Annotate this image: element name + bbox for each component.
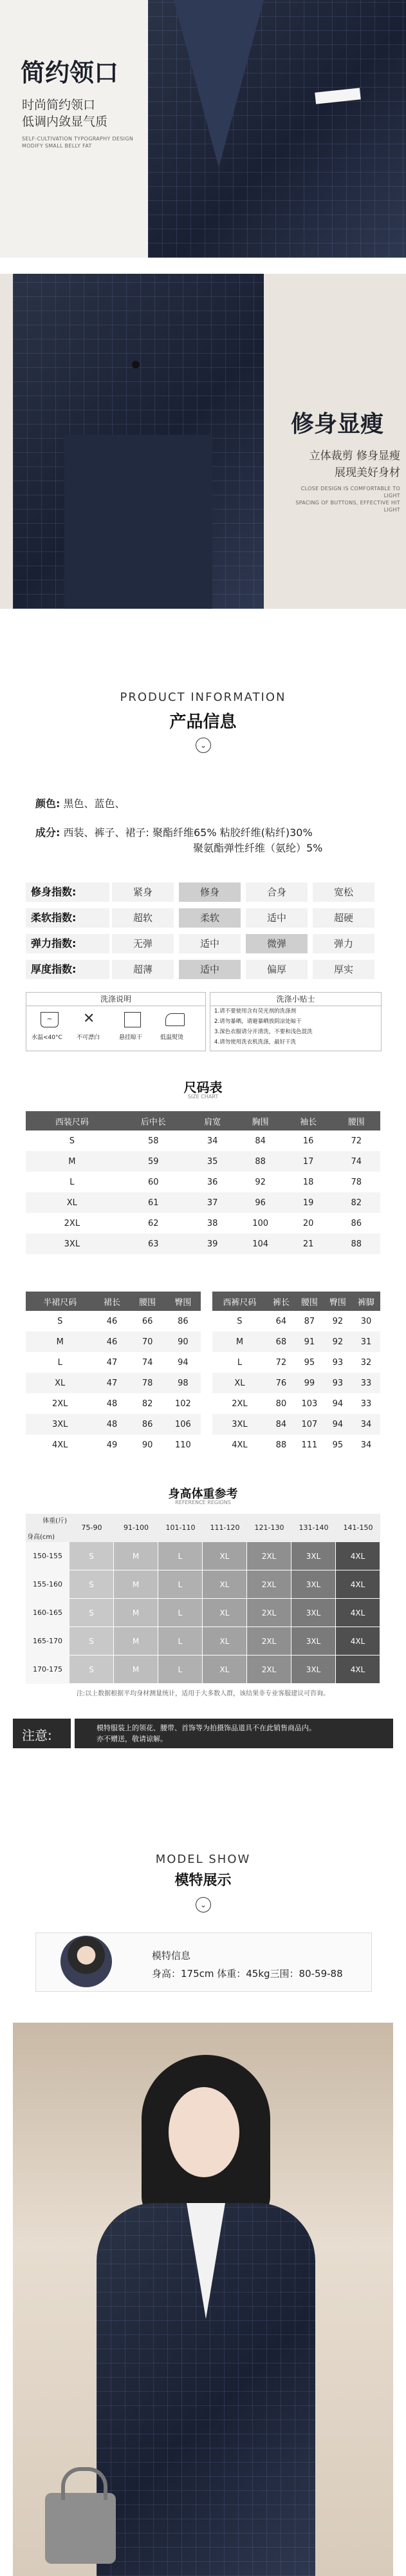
table-header: 胸围 (236, 1111, 284, 1131)
size-cell: L (158, 1655, 202, 1683)
banner2-en-line: LIGHT (383, 507, 400, 513)
table-cell: 63 (118, 1234, 189, 1254)
table-cell: 34 (352, 1414, 380, 1435)
care-tip: 4.请勿使用洗衣机洗涤，最好干洗 (214, 1039, 297, 1045)
table-cell: 72 (351, 1136, 362, 1146)
table-cell: 84 (255, 1136, 266, 1146)
table-cell: M (212, 1331, 267, 1352)
table-cell: 19 (284, 1192, 333, 1213)
table-cell: 3XL (26, 1414, 94, 1435)
size-cell: 2XL (247, 1627, 291, 1655)
index-label: 柔软指数: (26, 908, 109, 928)
table-row (212, 1311, 380, 1331)
index-option-selected: 修身 (179, 883, 241, 902)
table-cell: 20 (302, 1218, 314, 1228)
table-cell: 94 (178, 1357, 189, 1368)
size-cell: XL (203, 1655, 246, 1683)
banner1-title: 简约领口 (21, 59, 119, 87)
height-label: 165-170 (26, 1627, 69, 1656)
table-row (26, 1234, 380, 1254)
table-cell: 21 (284, 1234, 333, 1254)
index-label: 弹力指数: (26, 934, 109, 953)
index-option: 合身 (246, 883, 308, 902)
index-option: 宽松 (313, 883, 374, 902)
index-option: 无弹 (112, 934, 174, 953)
banner1-sub-line: 时尚简约领口 (22, 98, 96, 112)
model-en-title: MODEL SHOW (155, 1853, 251, 1866)
table-cell: 92 (332, 1316, 344, 1326)
table-cell: 90 (142, 1440, 153, 1450)
color-label: 颜色: (35, 797, 60, 810)
table-cell: 82 (142, 1398, 153, 1409)
table-cell: 2XL (51, 1398, 68, 1409)
table-row (26, 1311, 201, 1331)
table-cell: 93 (332, 1357, 344, 1368)
index-option: 超薄 (112, 960, 174, 979)
size-cell: 3XL (291, 1655, 335, 1683)
care-icon-label: 水温<40°C (32, 1035, 62, 1041)
material-row (35, 825, 396, 839)
index-option: 适中 (179, 934, 241, 953)
table-cell: 96 (236, 1192, 284, 1213)
index-option: 超软 (112, 908, 174, 928)
size-cell: 2XL (247, 1655, 291, 1683)
table-cell: 70 (130, 1331, 165, 1352)
model-cn-title: 模特展示 (174, 1873, 232, 1889)
size-cell: XL (203, 1627, 246, 1655)
size-cell: 4XL (336, 1570, 380, 1598)
table-header: 裤脚 (352, 1292, 380, 1311)
index-row (26, 934, 380, 953)
notice-text (97, 1722, 316, 1744)
table-row (26, 1393, 201, 1414)
banner2-sub-line: 立体裁剪 修身显瘦 (309, 450, 400, 463)
banner1-sub-line: 低调内敛显气质 (22, 115, 108, 129)
skirt-shape (64, 435, 212, 609)
table-cell: 90 (165, 1331, 201, 1352)
table-cell: 68 (267, 1331, 295, 1352)
table-header-row (26, 1111, 380, 1131)
size-cell: 4XL (336, 1627, 380, 1655)
table-header: 腰围 (332, 1111, 380, 1131)
size-chart-title: 尺码表 (183, 1080, 223, 1095)
table-header-row (26, 1292, 201, 1311)
model-info-card (35, 1932, 372, 1992)
banner2-photo (13, 274, 264, 609)
washing-icon: ~ (41, 1012, 59, 1027)
table-cell: 4XL (232, 1440, 248, 1450)
size-cell: S (69, 1627, 113, 1655)
notice-accent (71, 1719, 75, 1748)
table-cell: 74 (142, 1357, 153, 1368)
table-header: 腰围 (130, 1292, 165, 1311)
table-cell: 86 (351, 1218, 362, 1228)
table-row (26, 1435, 201, 1455)
table-cell: 17 (284, 1151, 333, 1172)
reference-subtitle: REFERENCE REGIONS (175, 1500, 231, 1505)
weight-header: 111-120 (203, 1514, 247, 1542)
banner2-title: 修身显瘦 (291, 411, 384, 437)
reference-corner (26, 1514, 69, 1542)
table-row (212, 1414, 380, 1435)
model-info-text: 身高：175cm 体重：45kg三围：80-59-88 (152, 1968, 343, 1980)
table-cell: 48 (94, 1414, 129, 1435)
table-cell: 62 (147, 1218, 159, 1228)
table-cell: S (237, 1316, 243, 1326)
table-cell: 102 (174, 1398, 191, 1409)
table-row (212, 1331, 380, 1352)
reference-note: 注:以上数据根据平均身材测量统计，适用于大多数人群，该结果非专业客服建议可咨询。 (76, 1690, 330, 1697)
table-cell: 84 (267, 1414, 295, 1435)
care-icon-label: 不可漂白 (77, 1035, 100, 1041)
size-cell: S (69, 1570, 113, 1598)
size-cell: XL (203, 1542, 246, 1570)
handbag (45, 2493, 116, 2564)
size-cell: S (69, 1599, 113, 1627)
reference-title: 身高体重参考 (168, 1487, 238, 1501)
notice-label: 注意: (22, 1728, 52, 1743)
table-cell: 92 (324, 1331, 352, 1352)
table-cell: 86 (178, 1316, 189, 1326)
weight-header: 101-110 (158, 1514, 203, 1542)
table-cell: 78 (351, 1177, 362, 1187)
table-cell: 82 (332, 1192, 380, 1213)
table-cell: 32 (360, 1357, 372, 1368)
index-option: 弹力 (313, 934, 374, 953)
size-cell: L (158, 1570, 202, 1598)
table-cell: 88 (332, 1234, 380, 1254)
table-header: 后中长 (118, 1111, 189, 1131)
model-jacket (97, 2203, 315, 2576)
table-cell: 33 (352, 1373, 380, 1393)
table-cell: 2XL (64, 1218, 80, 1228)
table-cell: 48 (106, 1398, 118, 1409)
table-cell: 35 (189, 1151, 237, 1172)
jacket-button (132, 361, 140, 368)
weight-header: 75-90 (69, 1514, 114, 1542)
table-cell: 76 (267, 1373, 295, 1393)
size-cell: M (114, 1599, 158, 1627)
table-cell: 31 (352, 1331, 380, 1352)
size-cell: XL (203, 1599, 246, 1627)
table-cell: 2XL (232, 1398, 248, 1409)
size-cell: 3XL (291, 1542, 335, 1570)
size-cell: 3XL (291, 1599, 335, 1627)
table-cell: 93 (324, 1373, 352, 1393)
table-cell: 61 (118, 1192, 189, 1213)
size-cell: 3XL (291, 1627, 335, 1655)
table-header: 西裤尺码 (212, 1292, 267, 1311)
table-cell: S (57, 1316, 63, 1326)
handbag-handle (61, 2467, 107, 2500)
table-header: 臀围 (324, 1292, 352, 1311)
weight-header: 121-130 (247, 1514, 291, 1542)
table-row (212, 1352, 380, 1373)
product-en-title: PRODUCT INFORMATION (120, 691, 286, 704)
table-cell: 16 (302, 1136, 314, 1146)
banner2-en-line: SPACING OF BUTTONS, EFFECTIVE HIT (295, 500, 400, 506)
table-row (212, 1393, 380, 1414)
notice-bar (13, 1719, 393, 1748)
banner2-en-line: CLOSE DESIGN IS COMFORTABLE TO LIGHT (300, 486, 400, 499)
height-label: 155-160 (26, 1570, 69, 1599)
model-face (169, 2087, 239, 2177)
table-header: 西装尺码 (26, 1111, 118, 1131)
table-cell: XL (26, 1192, 118, 1213)
table-cell: 74 (332, 1151, 380, 1172)
corner-height: 身高(cm) (27, 1534, 55, 1541)
height-label: 160-165 (26, 1599, 69, 1628)
index-label: 修身指数: (26, 883, 109, 902)
table-header: 袖长 (284, 1111, 333, 1131)
table-cell: XL (26, 1373, 94, 1393)
table-cell: 94 (324, 1414, 352, 1435)
care-left-title: 洗涤说明 (26, 993, 205, 1006)
table-row (26, 1172, 380, 1192)
table-cell: 88 (236, 1151, 284, 1172)
iron-icon (165, 1013, 185, 1026)
height-label: 170-175 (26, 1655, 69, 1684)
table-cell: 3XL (26, 1234, 118, 1254)
size-cell: S (69, 1655, 113, 1683)
banner1-en-line: MODIFY SMALL BELLY FAT (22, 143, 92, 149)
table-cell: 80 (275, 1398, 287, 1409)
table-cell: 103 (301, 1398, 318, 1409)
table-cell: 98 (165, 1373, 201, 1393)
material-label: 成分: (35, 826, 60, 839)
table-cell: M (26, 1331, 94, 1352)
table-cell: XL (212, 1373, 267, 1393)
table-cell: 88 (275, 1440, 287, 1450)
table-header-row (212, 1292, 380, 1311)
banner1-en-line: SELF-CULTIVATION TYPOGRAPHY DESIGN (22, 136, 134, 142)
weight-header: 131-140 (291, 1514, 336, 1542)
table-cell: 4XL (51, 1440, 68, 1450)
table-cell: 59 (118, 1151, 189, 1172)
table-header: 裤长 (267, 1292, 295, 1311)
table-row (26, 1131, 380, 1151)
care-left-box (26, 992, 206, 1051)
table-cell: 46 (106, 1316, 118, 1326)
pants-size-table (212, 1292, 380, 1455)
weight-header: 141-150 (336, 1514, 380, 1542)
care-tip: 1.请不要使用含有荧光剂的洗涤剂 (214, 1008, 297, 1015)
table-cell: 95 (304, 1357, 315, 1368)
table-cell: 37 (189, 1192, 237, 1213)
banner2-sub-line: 展现美好身材 (335, 466, 400, 479)
table-cell: 72 (275, 1357, 287, 1368)
banner2-sub (291, 448, 400, 513)
table-row (26, 1192, 380, 1213)
table-header: 臀围 (165, 1292, 201, 1311)
lapel-shape (174, 0, 264, 167)
material-line1: 西装、裤子、裙子: 聚酯纤维65% 粘胶纤维(粘纤)30% (63, 826, 313, 839)
table-cell: 38 (207, 1218, 218, 1228)
table-cell: 33 (360, 1398, 372, 1409)
table-cell: 47 (106, 1357, 118, 1368)
table-cell: 106 (165, 1414, 201, 1435)
weight-header: 91-100 (114, 1514, 158, 1542)
index-option: 超硬 (313, 908, 374, 928)
table-row (26, 1151, 380, 1172)
index-option-selected: 微弹 (246, 934, 308, 953)
table-row (26, 1373, 201, 1393)
table-cell: 86 (130, 1414, 165, 1435)
size-cell: 4XL (336, 1542, 380, 1570)
table-cell: 46 (94, 1331, 129, 1352)
table-cell: 100 (252, 1218, 269, 1228)
chevron-down-icon: ⌄ (196, 1897, 211, 1913)
table-cell: 66 (142, 1316, 153, 1326)
index-option: 紧身 (112, 883, 174, 902)
table-cell: 34 (360, 1440, 372, 1450)
table-header: 半裙尺码 (26, 1292, 94, 1311)
table-header: 裙长 (94, 1292, 129, 1311)
table-row (26, 1331, 201, 1352)
size-cell: M (114, 1655, 158, 1683)
table-cell: L (57, 1357, 62, 1368)
index-row (26, 960, 380, 979)
care-icon-label: 悬挂晾干 (119, 1035, 143, 1041)
product-cn-title: 产品信息 (169, 712, 237, 732)
table-cell: 107 (295, 1414, 324, 1435)
table-header: 腰围 (295, 1292, 324, 1311)
table-cell: 91 (295, 1331, 324, 1352)
table-cell: 58 (147, 1136, 159, 1146)
index-option: 适中 (246, 908, 308, 928)
care-tip: 3.深色衣服请分开清洗，不要和浅色混洗 (214, 1029, 313, 1035)
table-cell: 30 (360, 1316, 372, 1326)
no-bleach-icon: ✕ (83, 1011, 95, 1027)
table-cell: 110 (174, 1440, 191, 1450)
index-label: 厚度指数: (26, 960, 109, 979)
avatar (60, 1936, 112, 1987)
size-cell: 2XL (247, 1599, 291, 1627)
index-row (26, 883, 380, 902)
table-row (26, 1352, 201, 1373)
table-cell: 39 (189, 1234, 237, 1254)
table-cell: 3XL (212, 1414, 267, 1435)
size-cell: L (158, 1627, 202, 1655)
care-icon-label: 低温熨烫 (160, 1035, 184, 1041)
table-cell: L (237, 1357, 243, 1368)
jacket-size-table (26, 1111, 380, 1254)
banner1-sub (22, 97, 133, 149)
care-right-title: 洗涤小贴士 (210, 993, 381, 1006)
height-label: 150-155 (26, 1542, 69, 1571)
index-option: 偏厚 (246, 960, 308, 979)
table-cell: 92 (255, 1177, 266, 1187)
size-cell: M (114, 1570, 158, 1598)
table-cell: 111 (301, 1440, 318, 1450)
table-row (212, 1373, 380, 1393)
table-cell: S (69, 1136, 75, 1146)
size-cell: S (69, 1542, 113, 1570)
table-cell: 94 (332, 1398, 344, 1409)
care-right-box (210, 992, 382, 1051)
table-cell: 64 (275, 1316, 287, 1326)
size-cell: M (114, 1627, 158, 1655)
notice-text-line: 亦不赠送，敬请谅解。 (97, 1735, 167, 1743)
size-cell: 4XL (336, 1599, 380, 1627)
table-cell: 18 (302, 1177, 314, 1187)
size-cell: 2XL (247, 1542, 291, 1570)
color-value: 黑色、蓝色、 (63, 797, 125, 810)
size-cell: L (158, 1542, 202, 1570)
table-cell: M (26, 1151, 118, 1172)
corner-weight: 体重(斤) (42, 1518, 67, 1525)
table-cell: 99 (295, 1373, 324, 1393)
notice-text-line: 模特服装上的领花、腰带、首饰等为拍摄饰品道具不在此销售商品内。 (97, 1724, 316, 1732)
index-option-selected: 柔软 (179, 908, 241, 928)
index-option-selected: 适中 (179, 960, 241, 979)
table-cell: 104 (236, 1234, 284, 1254)
size-cell: XL (203, 1570, 246, 1598)
banner1-photo (148, 0, 406, 258)
index-row (26, 908, 380, 928)
table-header: 肩宽 (189, 1111, 237, 1131)
care-tip: 2.请勿暴晒，请避暴晒放阴凉处晾干 (214, 1018, 302, 1025)
table-cell: 36 (207, 1177, 218, 1187)
model-info-title: 模特信息 (152, 1950, 191, 1961)
table-cell: 78 (130, 1373, 165, 1393)
color-row (35, 796, 125, 810)
table-cell: L (69, 1177, 75, 1187)
size-cell: 3XL (291, 1570, 335, 1598)
table-cell: 60 (147, 1177, 159, 1187)
size-cell: M (114, 1542, 158, 1570)
table-row (26, 1213, 380, 1234)
size-cell: L (158, 1599, 202, 1627)
table-row (212, 1435, 380, 1455)
table-row (26, 1414, 201, 1435)
material-line2: 聚氨酯弹性纤维（氨纶）5% (193, 842, 323, 854)
size-cell: 2XL (247, 1570, 291, 1598)
table-cell: 87 (304, 1316, 315, 1326)
table-cell: 49 (106, 1440, 118, 1450)
size-cell: 4XL (336, 1655, 380, 1683)
table-cell: 95 (332, 1440, 344, 1450)
table-cell: 47 (94, 1373, 129, 1393)
index-option: 厚实 (313, 960, 374, 979)
chevron-down-icon: ⌄ (196, 738, 211, 753)
size-chart-subtitle: SIZE CHART (187, 1094, 219, 1100)
hang-dry-icon (124, 1012, 141, 1027)
table-cell: 34 (207, 1136, 218, 1146)
skirt-size-table (26, 1292, 201, 1455)
